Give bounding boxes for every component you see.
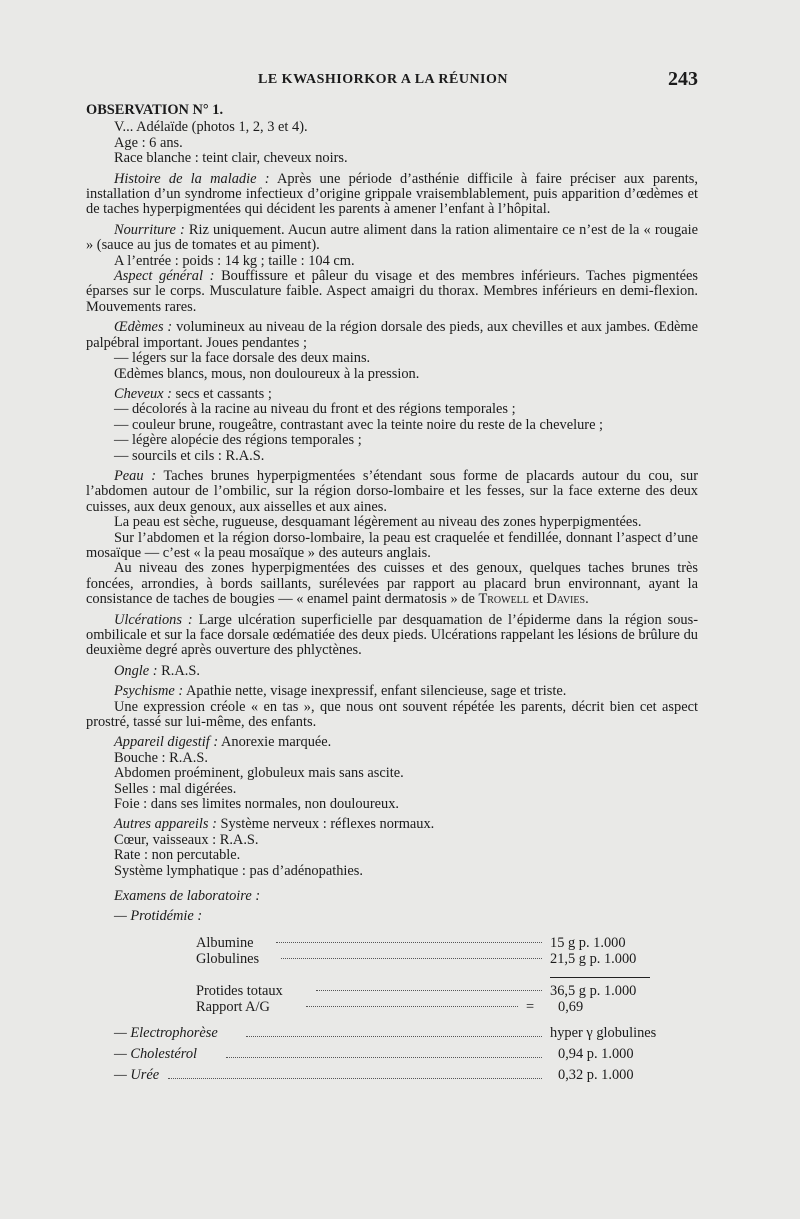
histoire-text: Après une période d’asthénie difficile à faire préciser aux parents, installation d’un syndrome infectieux d’origine grippale vraisemblablement, puis apparition d’œdèmes et de taches hyperpigmentées qui décident les parents à amener l’enfant à l’hôpital. — [86, 170, 698, 218]
leader-dots — [246, 1036, 542, 1037]
electrophorese-row — [86, 1026, 698, 1044]
ulcerations-label: Ulcérations : — [114, 611, 193, 628]
albumine-value: 15 g p. 1.000 — [550, 934, 626, 951]
ulcerations-text: Large ulcération superficielle par desquamation de l’épiderme dans la région sous-ombilicale et sur la face dorsale œdématiée des deux pieds. Ulcérations rappelant les lésions de brûlure du deuxième degré après ouverture des phlyctènes. — [86, 611, 698, 659]
cheveux-item: — légère alopécie des régions temporales ; — [114, 432, 362, 449]
cholesterol-row — [86, 1047, 698, 1065]
rapport-name: Rapport A/G — [196, 998, 270, 1015]
cheveux-item: — couleur brune, rougeâtre, contrastant avec la teinte noire du reste de la chevelure ; — [114, 416, 604, 433]
protides-name: Protides totaux — [196, 982, 283, 999]
oedemes-label: Œdèmes : — [114, 319, 173, 336]
leader-dots — [281, 958, 542, 959]
albumine-row — [86, 936, 698, 950]
rapport-row — [86, 1000, 698, 1014]
cheveux-label: Cheveux : — [114, 385, 172, 402]
ongle-paragraph — [86, 664, 698, 679]
page-header — [86, 68, 698, 93]
albumine-name: Albumine — [196, 934, 254, 951]
psychisme-text: Apathie nette, visage inexpressif, enfant silencieuse, sage et triste. — [185, 683, 567, 700]
aspect-text: Bouffissure et pâleur du visage et des membres inférieurs. Taches pigmentées éparses sur le corps. Musculature faible. Aspect amaigri du thorax. Membres inférieurs en demi-flexion. Mouvements rares. — [86, 268, 698, 315]
page-number: 243 — [668, 68, 698, 90]
author-trowell: Trowell — [478, 591, 529, 608]
sum-rule — [550, 977, 650, 978]
autres-paragraph — [86, 817, 698, 832]
leader-dots — [168, 1078, 542, 1079]
oedemes-paragraph — [86, 320, 698, 351]
electrophorese-value: hyper γ globulines — [550, 1024, 657, 1041]
entree-line: A l’entrée : poids : 14 kg ; taille : 104 cm. — [114, 252, 355, 269]
rapport-equals: = — [526, 998, 535, 1015]
nourriture-text: Riz uniquement. Aucun autre aliment dans la ration alimentaire ce n’est de la « rougaie » (sauce au jus de tomates et au piment). — [86, 221, 698, 254]
author-conjunction: et — [532, 591, 543, 608]
digestif-text: Anorexie marquée. — [221, 734, 332, 751]
examens-label: Examens de laboratoire : — [114, 888, 261, 905]
oedemes-line-3: Œdèmes blancs, mous, non douloureux à la pression. — [114, 365, 420, 382]
globulines-value: 21,5 g p. 1.000 — [550, 950, 637, 967]
rapport-value: 0,69 — [558, 998, 584, 1015]
digestif-item: Bouche : R.A.S. — [114, 749, 208, 766]
running-title: LE KWASHIORKOR A LA RÉUNION — [258, 72, 508, 87]
leader-dots — [316, 990, 542, 991]
electrophorese-name: — Electrophorèse — [114, 1024, 218, 1041]
author-davies: Davies — [546, 591, 586, 608]
histoire-label: Histoire de la maladie : — [114, 170, 270, 187]
race-line: Race blanche : teint clair, cheveux noirs. — [114, 150, 348, 167]
digestif-item: Abdomen proéminent, globuleux mais sans ascite. — [114, 765, 404, 782]
aspect-label: Aspect général : — [114, 268, 215, 285]
psychisme-paragraph-2: Une expression créole « en tas », que nous ont souvent répétée les parents, décrit bien cet aspect prostré, tassé sur lui-même, des enfants. — [86, 698, 698, 731]
digestif-paragraph — [86, 735, 698, 750]
peau-end: . — [585, 591, 589, 608]
peau-paragraph-3: Sur l’abdomen et la région dorso-lombaire, la peau est craquelée et fendillée, donnant l’aspect d’une mosaïque — c’est « la peau mosaïque » des auteurs anglais. — [86, 529, 698, 561]
histoire-paragraph — [86, 172, 698, 218]
leader-dots — [276, 942, 542, 943]
ongle-text: R.A.S. — [161, 662, 200, 679]
uree-value: 0,32 p. 1.000 — [558, 1066, 634, 1083]
digestif-item: Foie : dans ses limites normales, non douloureux. — [114, 796, 399, 813]
cholesterol-name: — Cholestérol — [114, 1045, 198, 1062]
peau-paragraph — [86, 469, 698, 515]
digestif-label: Appareil digestif : — [114, 734, 219, 751]
cheveux-text: secs et cassants ; — [175, 385, 272, 402]
globulines-name: Globulines — [196, 950, 260, 967]
leader-dots — [306, 1006, 518, 1007]
autres-item: Rate : non percutable. — [114, 847, 241, 864]
age-line: Age : 6 ans. — [114, 134, 183, 151]
nourriture-paragraph — [86, 223, 698, 254]
autres-item: Système lymphatique : pas d’adénopathies. — [114, 862, 363, 879]
globulines-row — [86, 952, 698, 966]
peau-paragraph-2: La peau est sèche, rugueuse, desquamant légèrement au niveau des zones hyperpigmentées. — [114, 514, 642, 531]
psychisme-paragraph — [86, 684, 698, 699]
autres-label: Autres appareils : — [114, 816, 217, 833]
document-body — [86, 103, 698, 1086]
ongle-label: Ongle : — [114, 662, 158, 679]
peau-paragraph-4 — [86, 561, 698, 607]
autres-item: Cœur, vaisseaux : R.A.S. — [114, 831, 259, 848]
cholesterol-value: 0,94 p. 1.000 — [558, 1045, 634, 1062]
peau-text: Taches brunes hyperpigmentées s’étendant sous forme de placards autour du cou, sur l’abdomen autour de l’ombilic, sur la région dorso-lombaire et les fesses, sur la face externe des deux cuisses, aux deux genoux, aux aisselles et aux aines. — [86, 467, 699, 515]
ulcerations-paragraph — [86, 613, 698, 659]
protidemie-label: — Protidémie : — [114, 907, 203, 924]
psychisme-label: Psychisme : — [114, 683, 184, 700]
uree-row — [86, 1068, 698, 1086]
digestif-item: Selles : mal digérées. — [114, 780, 237, 797]
protides-value: 36,5 g p. 1.000 — [550, 982, 637, 999]
cheveux-item: — décolorés à la racine au niveau du front et des régions temporales ; — [114, 401, 516, 418]
protides-row — [86, 984, 698, 998]
cheveux-paragraph — [86, 387, 698, 402]
leader-dots — [226, 1057, 542, 1058]
nourriture-label: Nourriture : — [114, 221, 185, 238]
patient-line: V... Adélaïde (photos 1, 2, 3 et 4). — [114, 119, 308, 136]
autres-text: Système nerveux : réflexes normaux. — [220, 816, 435, 833]
oedemes-text: volumineux au niveau de la région dorsale des pieds, aux chevilles et aux jambes. Œdème palpébral important. Joues pendantes ; — [86, 319, 698, 351]
peau-label: Peau : — [114, 467, 157, 484]
oedemes-line-2: — légers sur la face dorsale des deux mains. — [114, 350, 371, 367]
cheveux-item: — sourcils et cils : R.A.S. — [114, 447, 265, 464]
aspect-paragraph — [86, 269, 698, 315]
uree-name: — Urée — [114, 1066, 160, 1083]
peau-text-4: Au niveau des zones hyperpigmentées des cuisses et des genoux, quelques taches brunes très foncées, arrondies, à bords saillants, surélevées par rapport au placard brun environnant, ayant la consistance de taches de bougies — « enamel paint dermatosis » de — [86, 560, 698, 608]
observation-title: OBSERVATION N° 1. — [86, 102, 224, 118]
